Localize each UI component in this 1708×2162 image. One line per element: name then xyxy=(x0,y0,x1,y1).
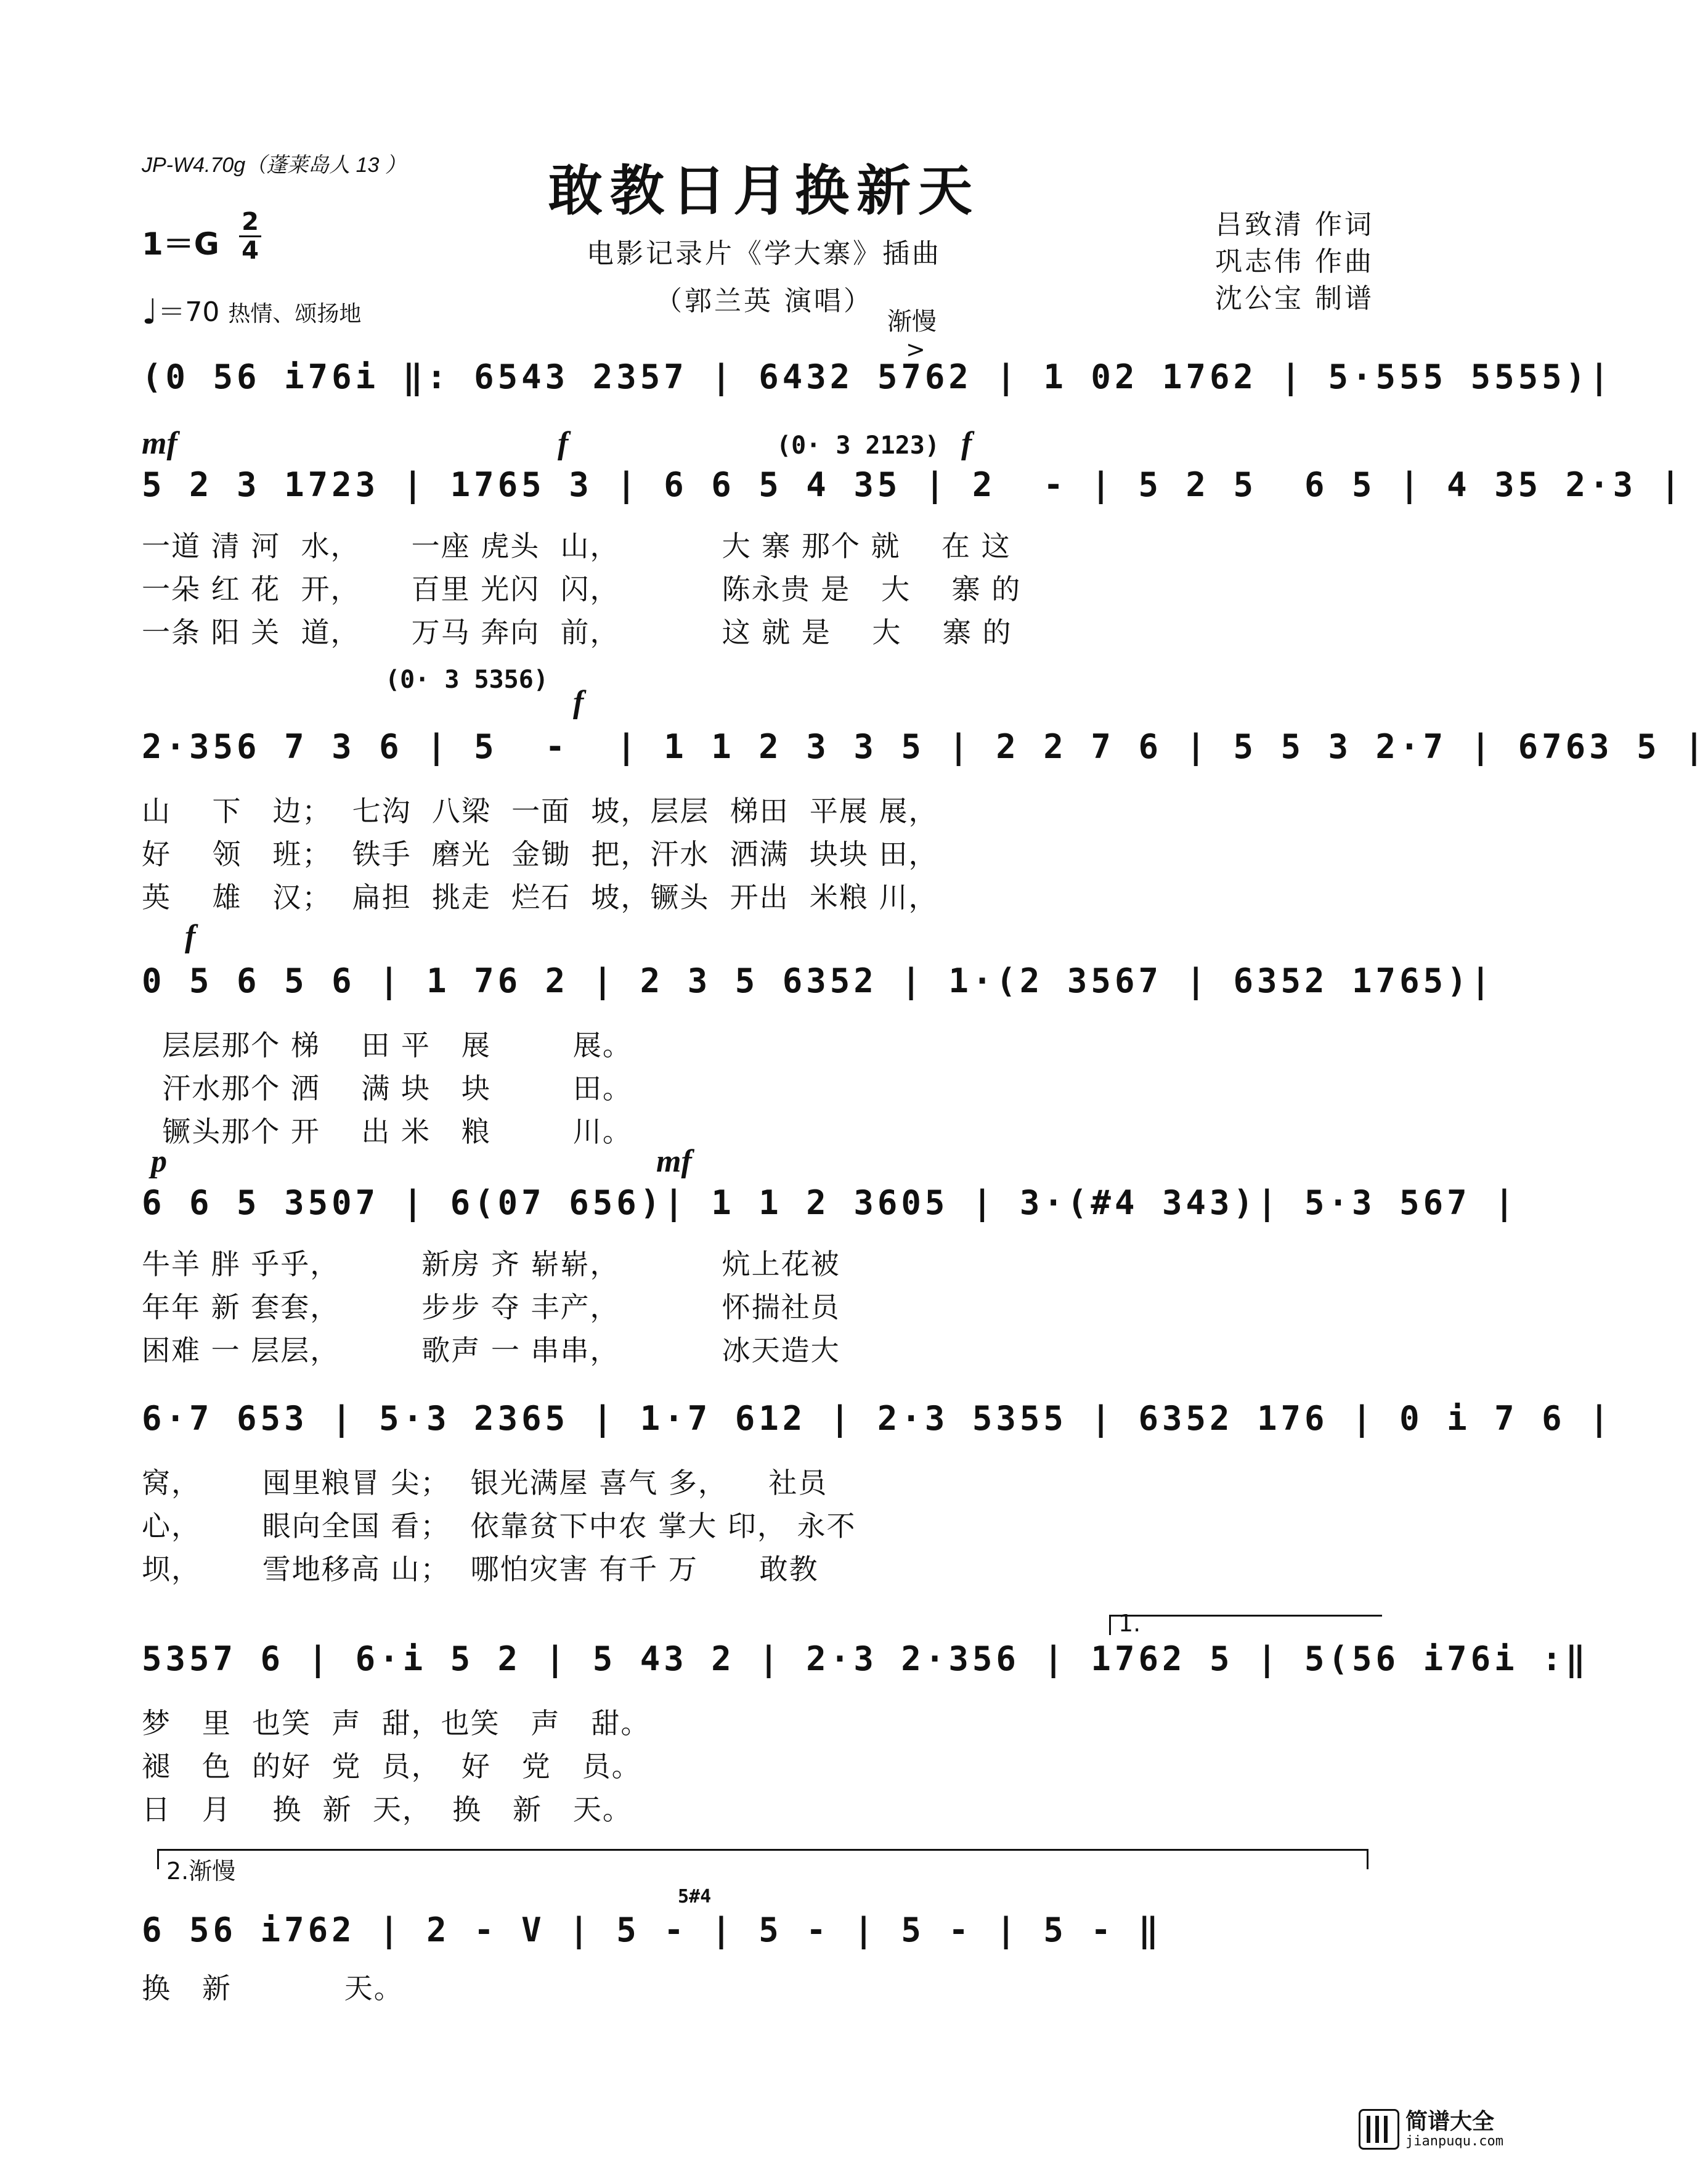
lyric-line: 褪 色 的好 党 员， 好 党 员。 xyxy=(142,1750,641,1783)
tempo-value: ＝70 xyxy=(158,296,220,328)
lyric-line: 层层那个 梯 田 平 展 展。 xyxy=(142,1029,632,1062)
dynamic-mark: f xyxy=(558,426,569,461)
volta-label: 1. xyxy=(1118,1610,1141,1637)
accent-mark: > xyxy=(906,336,925,363)
time-signature xyxy=(239,210,261,263)
lyric-line: 牛羊 胖 乎乎， 新房 齐 崭崭， 炕上花被 xyxy=(142,1247,840,1281)
notation-row-6: 6·7 653 | 5·3 2365 | 1·7 612 | 2·3 5355 | 6352 176 | 0 i 7 6 | xyxy=(142,1399,1613,1438)
lyric-line: 心， 眼向全国 看； 依靠贫下中农 掌大 印， 永不 xyxy=(142,1509,856,1543)
time-denominator: 4 xyxy=(242,237,259,265)
notation-row-1: (0 56 i76i ‖: 6543 2357 | 6432 5762 | 1 02 1762 | 5·555 5555)| xyxy=(142,357,1613,396)
volta-label: 2.渐慢 xyxy=(166,1858,236,1885)
lyric-line: 坝， 雪地移高 山； 哪怕灾害 有千 万 敢教 xyxy=(142,1552,819,1586)
volta-bracket-1 xyxy=(1109,1615,1382,1635)
dynamic-mark: f xyxy=(185,919,196,954)
lyric-line: 换 新 天。 xyxy=(142,1972,404,2005)
lyric-line: 窝， 囤里粮冒 尖； 银光满屋 喜气 多， 社员 xyxy=(142,1466,828,1499)
dynamic-mark: f xyxy=(961,426,972,461)
key-signature: 1＝G xyxy=(142,226,219,262)
time-numerator: 2 xyxy=(242,208,259,236)
arranger: 沈公宝 制谱 xyxy=(1215,283,1374,314)
lyric-line: 好 领 班； 铁手 磨光 金锄 把，汗水 洒满 块块 田， xyxy=(142,838,938,871)
logo-url: jianpuqu.com xyxy=(1405,2133,1503,2149)
lyric-line: 年年 新 套套， 步步 夺 丰产， 怀揣社员 xyxy=(142,1291,840,1324)
lyric-line: 梦 里 也笑 声 甜，也笑 声 甜。 xyxy=(142,1707,651,1740)
lyric-line: 山 下 边； 七沟 八梁 一面 坡，层层 梯田 平展 展， xyxy=(142,794,938,828)
grace-notes: 5#4 xyxy=(678,1886,712,1907)
notation-row-3: 2·356 7 3 6 | 5 - | 1 1 2 3 3 5 | 2 2 7 6 | 5 5 3 2·7 | 6763 5 | xyxy=(142,727,1708,766)
logo-text: 简谱大全 xyxy=(1405,2108,1495,2134)
dynamic-mark: f xyxy=(573,685,584,720)
performer: （郭兰英 演唱） xyxy=(655,285,873,317)
tempo xyxy=(142,290,362,332)
ritardando-mark: 渐慢 xyxy=(887,308,937,336)
notation-row-4: 0 5 6 5 6 | 1 76 2 | 2 3 5 6352 | 1·(2 3567 | 6352 1765)| xyxy=(142,961,1495,1000)
notation-row-2: 5 2 3 1723 | 1765 3 | 6 6 5 4 35 | 2 - | 5 2 5 6 5 | 4 35 2·3 | xyxy=(142,465,1685,504)
dynamic-mark: mf xyxy=(142,426,177,461)
lyric-line: 英 雄 汉； 扁担 挑走 烂石 坡，镢头 开出 米粮 川， xyxy=(142,881,938,914)
subtitle: 电影记录片《学大寨》插曲 xyxy=(587,238,941,269)
lyric-line: 一条 阳 关 道， 万马 奔向 前， 这 就 是 大 寨 的 xyxy=(142,616,1012,649)
dynamic-mark: mf xyxy=(656,1144,692,1179)
notation-row-7: 5357 6 | 6·i 5 2 | 5 43 2 | 2·3 2·356 | 1762 5 | 5(56 i76i :‖ xyxy=(142,1639,1590,1678)
lyricist: 吕致清 作词 xyxy=(1215,209,1374,240)
lyric-line: 汗水那个 洒 满 块 块 田。 xyxy=(142,1072,632,1105)
notation-row-8: 6 56 i762 | 2 - V | 5 - | 5 - | 5 - | 5 - ‖ xyxy=(142,1911,1162,1949)
interlude-notes: (0· 3 2123) xyxy=(776,431,940,460)
lyric-line: 困难 一 层层， 歌声 一 串串， 冰天造大 xyxy=(142,1334,840,1367)
lyric-line: 一朵 红 花 开， 百里 光闪 闪， 陈永贵 是 大 寨 的 xyxy=(142,573,1022,606)
lyric-line: 一道 清 河 水， 一座 虎头 山， 大 寨 那个 就 在 这 xyxy=(142,529,1011,563)
lyric-line: 镢头那个 开 出 米 粮 川。 xyxy=(142,1115,632,1148)
piano-keys-icon xyxy=(1359,2109,1399,2150)
quarter-note-icon: ♩ xyxy=(142,292,158,332)
tempo-mark: 热情、颂扬地 xyxy=(228,301,362,327)
interlude-notes: (0· 3 5356) xyxy=(385,666,548,694)
lyric-line: 日 月 换 新 天， 换 新 天。 xyxy=(142,1793,632,1826)
page-title: 敢教日月换新天 xyxy=(548,158,980,222)
site-logo xyxy=(1359,2109,1503,2150)
composer: 巩志伟 作曲 xyxy=(1215,246,1374,277)
credits xyxy=(1215,206,1374,317)
dynamic-mark: p xyxy=(151,1144,167,1179)
volta-bracket-2 xyxy=(157,1849,1368,1869)
notation-row-5: 6 6 5 3507 | 6(07 656)| 1 1 2 3605 | 3·(#4 343)| 5·3 567 | xyxy=(142,1183,1518,1222)
score-code: JP-W4.70g（蓬莱岛人 13 ） xyxy=(142,153,406,177)
